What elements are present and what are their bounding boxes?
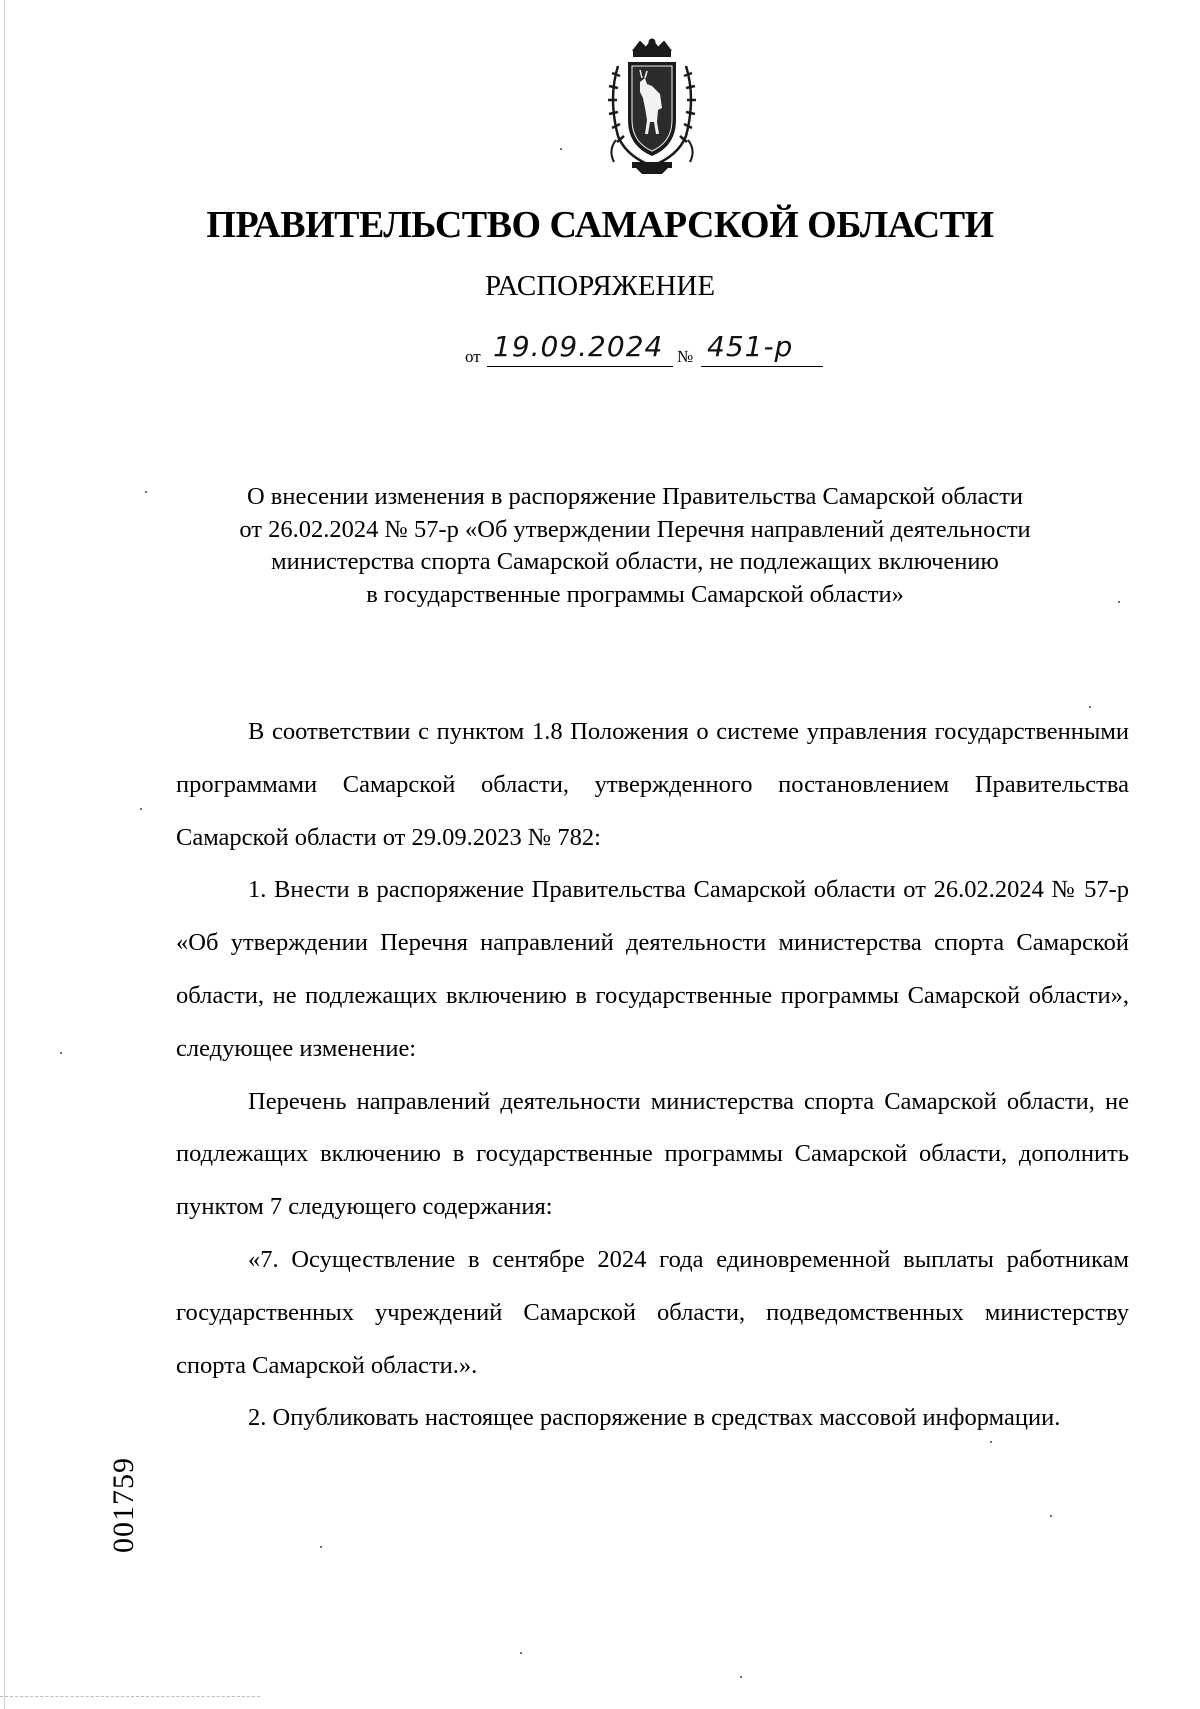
organization-title: ПРАВИТЕЛЬСТВО САМАРСКОЙ ОБЛАСТИ: [206, 204, 994, 246]
scan-speck: [1050, 1515, 1052, 1517]
document-type: РАСПОРЯЖЕНИЕ: [484, 270, 716, 302]
subject-line: О внесении изменения в распоряжение Правительства Самарской области: [246, 483, 1024, 510]
number-label: №: [677, 347, 694, 366]
date-underline: [487, 366, 673, 367]
date-value-handwritten: 19.09.2024: [493, 330, 664, 363]
scan-speck: [145, 491, 147, 493]
body-paragraph-preamble: В соответствии с пунктом 1.8 Положения о системе управления государственными программами Самарской области, утвержденного постановлением Правительства Самарской области от 29.09.2023 № 782:: [176, 718, 1129, 851]
date-number-line: [465, 330, 855, 370]
body-paragraph-quoted-item-7: «7. Осуществление в сентябре 2024 года единовременной выплаты работникам государственных учреждений Самарской области, подведомственных министерству спорта Самарской области.».: [176, 1245, 1129, 1379]
document-subject: [150, 481, 1120, 611]
subject-line: от 26.02.2024 № 57-р «Об утверждении Перечня направлений деятельности: [239, 515, 1031, 543]
scan-speck: [140, 808, 142, 810]
number-underline: [701, 366, 823, 367]
date-label: от: [465, 347, 481, 366]
scan-speck: [1118, 601, 1120, 603]
scan-speck: [520, 1652, 522, 1654]
scan-edge: [4, 0, 5, 1709]
number-value-handwritten: 451-р: [707, 330, 794, 363]
scan-speck: [990, 1441, 992, 1443]
scan-speck: [60, 1052, 62, 1054]
scan-speck: [740, 1676, 742, 1678]
margin-stamp-text: 001759: [107, 1457, 140, 1553]
document-body: [176, 706, 1129, 1445]
body-paragraph-item-1: 1. Внести в распоряжение Правительства Самарской области от 26.02.2024 № 57-р «Об утверждении Перечня направлений деятельности министерства спорта Самарской области, не подлежащих включению в государственные программы Самарской области», следующее изменение:: [176, 876, 1129, 1062]
scan-speck: [560, 148, 562, 150]
subject-line: министерства спорта Самарской области, не подлежащих включению: [271, 548, 999, 575]
samara-coat-of-arms-icon: [596, 38, 708, 174]
body-paragraph-item-2: 2. Опубликовать настоящее распоряжение в средствах массовой информации.: [248, 1404, 1061, 1432]
scan-speck: [320, 1546, 322, 1548]
subject-line: в государственные программы Самарской области»: [366, 580, 904, 608]
scan-bottom-edge: [0, 1696, 260, 1697]
scan-speck: [1089, 706, 1091, 708]
body-paragraph-amendment: Перечень направлений деятельности министерства спорта Самарской области, не подлежащих включению в государственные программы Самарской области, дополнить пунктом 7 следующего содержания:: [176, 1087, 1129, 1221]
